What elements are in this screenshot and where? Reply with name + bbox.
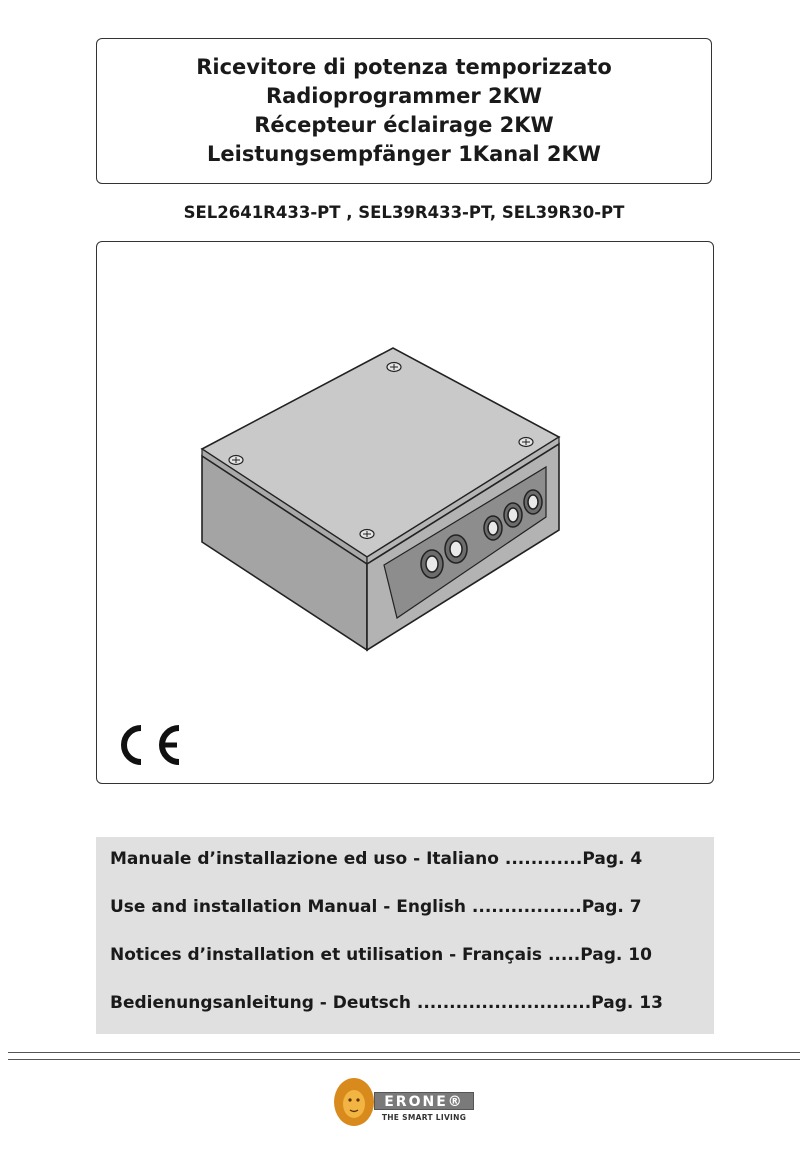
table-of-contents [96,837,714,1034]
toc-row-english[interactable] [110,894,714,942]
toc-row-francais[interactable] [110,942,714,990]
logo-wordmark: ERONE® [374,1092,474,1110]
toc-label: Notices d’installation et utilisation - Français [110,945,543,965]
toc-leader: ..... [542,945,581,965]
title-line-4: Leistungsempfänger 1Kanal 2KW [207,142,601,166]
title-line-1: Ricevitore di potenza temporizzato [196,55,612,79]
ce-mark-icon [111,722,181,768]
logo-tagline: THE SMART LIVING [381,1113,467,1122]
toc-page: Pag. 7 [581,897,642,917]
toc-label: Bedienungsanleitung - Deutsch [110,993,411,1013]
footer-divider-bottom [8,1059,800,1060]
title-line-2: Radioprogrammer 2KW [265,84,543,108]
toc-leader: ........................... [410,993,592,1013]
toc-label: Manuale d’installazione ed uso - Italiano [110,849,499,869]
erone-logo [332,1076,477,1146]
toc-row-italiano[interactable] [110,846,714,894]
product-image-box [96,241,714,784]
toc-page: Pag. 10 [580,945,652,965]
toc-label: Use and installation Manual - English [110,897,467,917]
toc-page: Pag. 13 [591,993,663,1013]
toc-leader: ............ [498,849,583,869]
toc-row-deutsch[interactable] [110,990,714,1038]
model-codes: SEL2641R433-PT , SEL39R433-PT, SEL39R30-PT [183,203,625,222]
toc-page: Pag. 4 [582,849,643,869]
toc-leader: ................. [466,897,582,917]
title-line-3: Récepteur éclairage 2KW [254,113,554,137]
title-box [96,38,712,184]
lion-head-icon [332,1076,376,1128]
footer-divider-top [8,1052,800,1053]
junction-box-illustration [97,242,714,784]
